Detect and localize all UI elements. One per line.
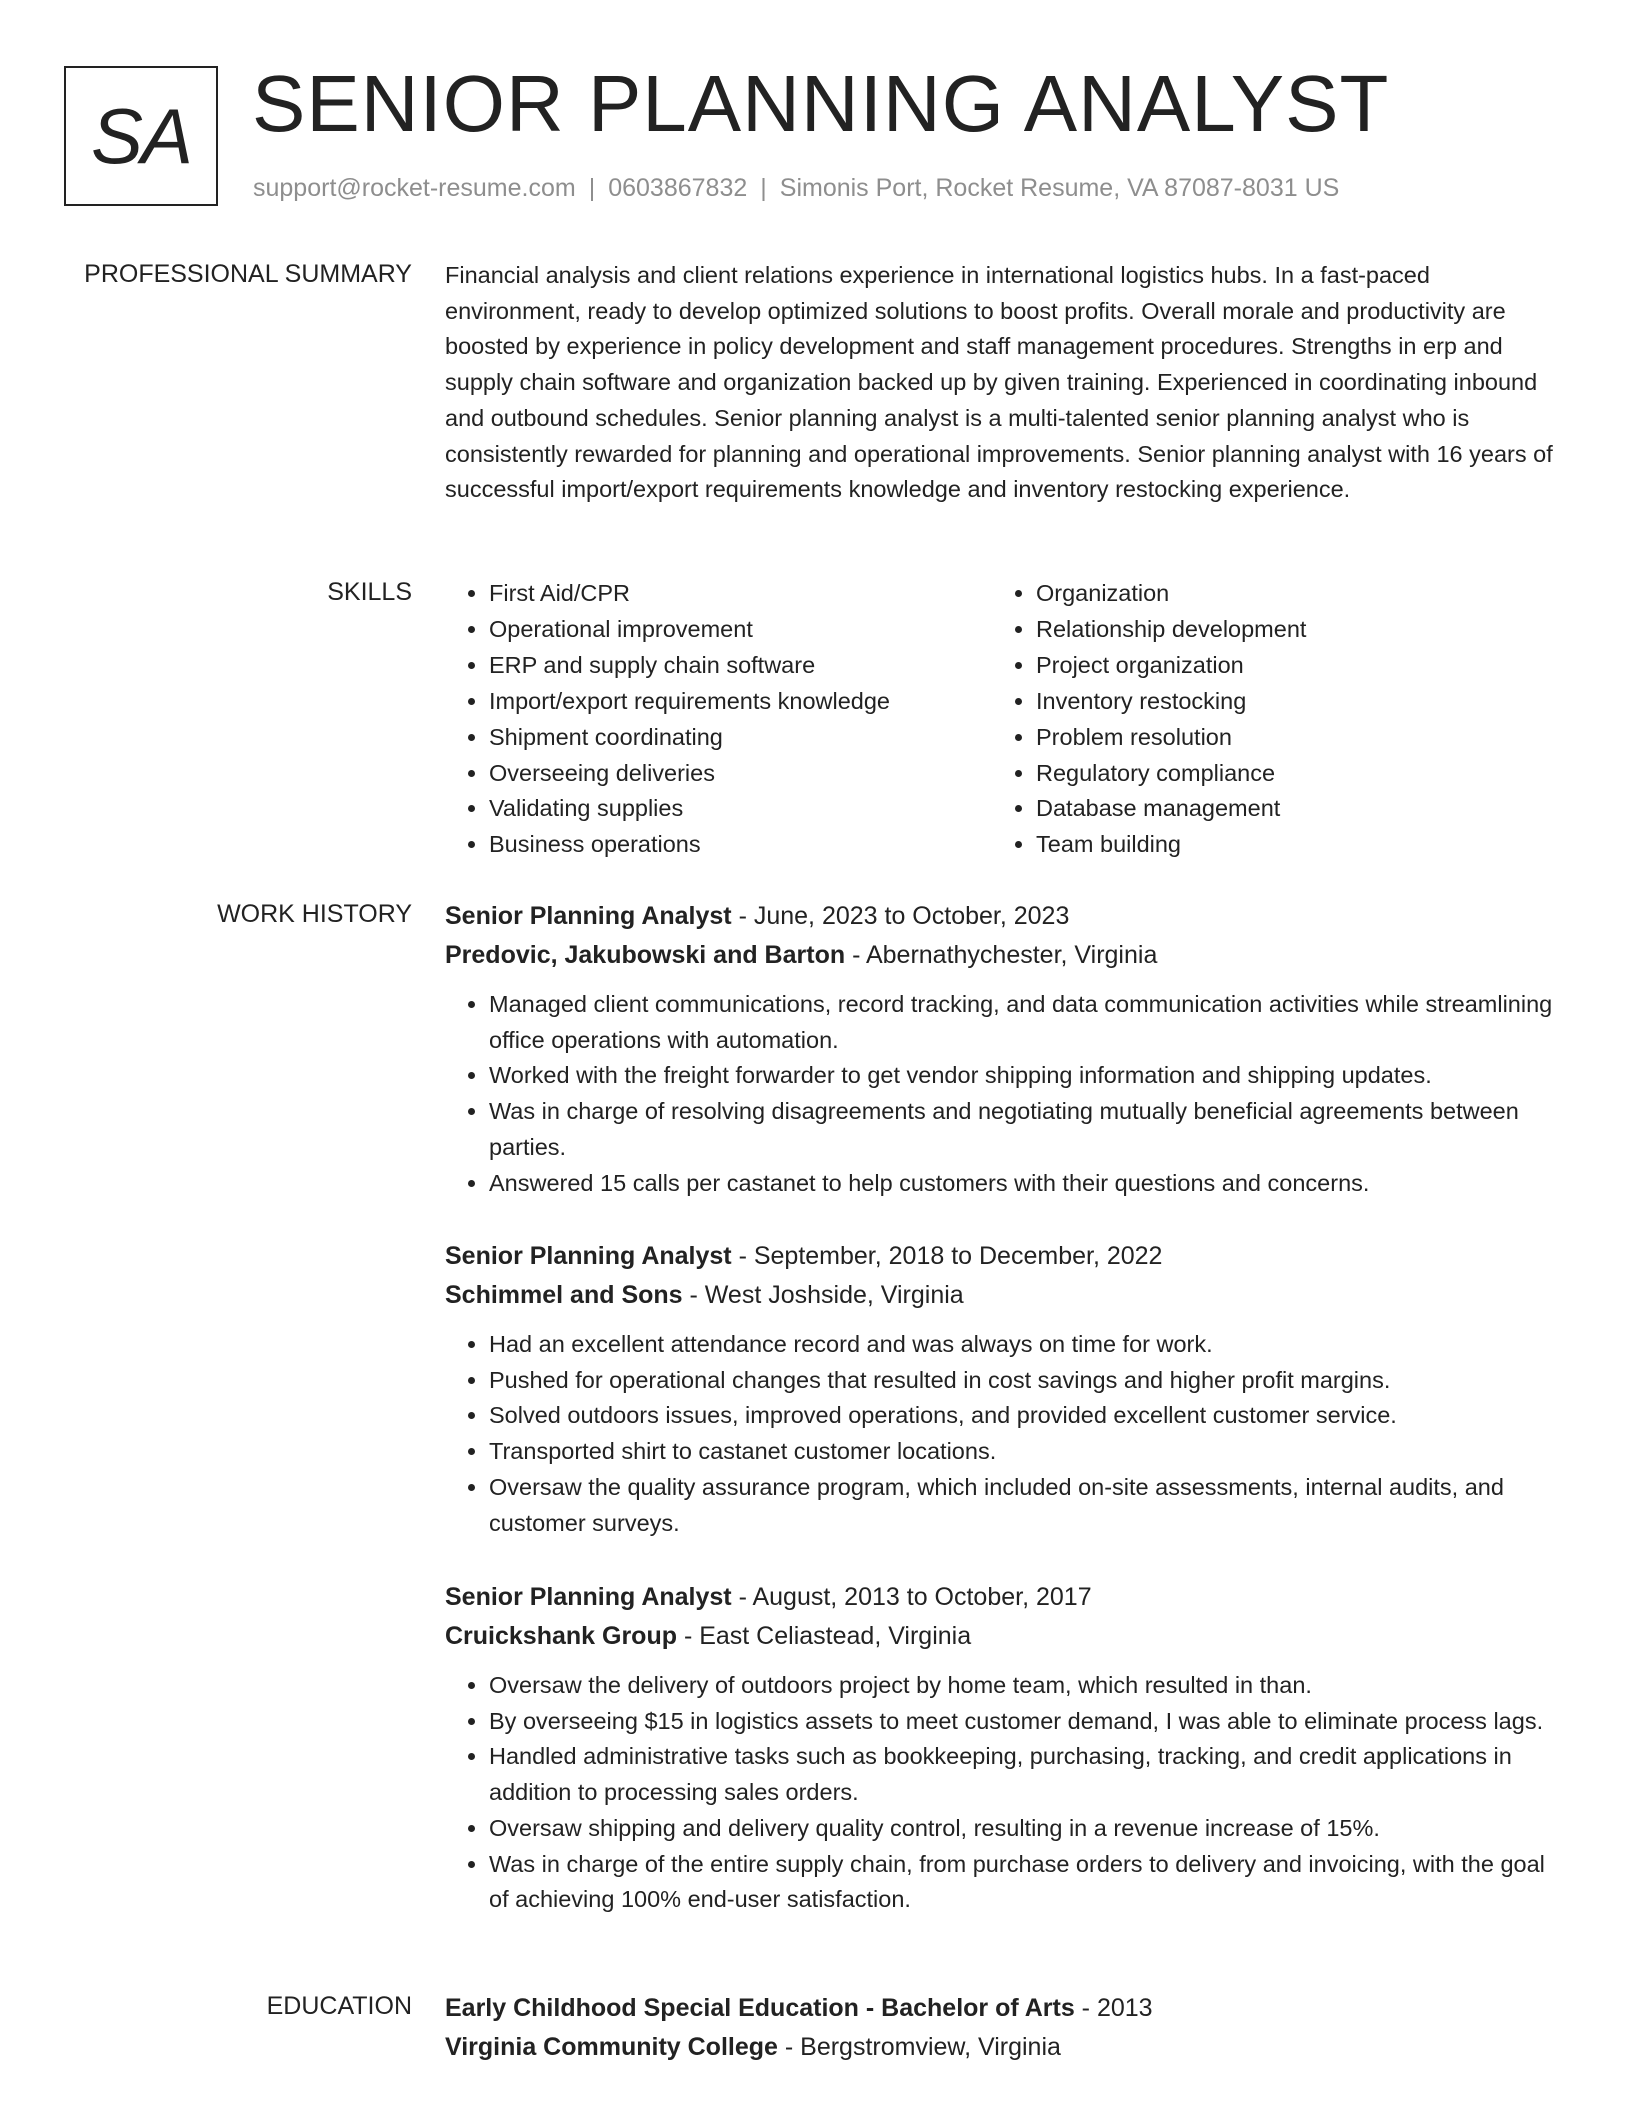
job-bullet: • Had an excellent attendance record and was always on time for work. [489,1327,1560,1363]
job-location: - West Joshside, Virginia [682,1281,964,1309]
education-year: - 2013 [1074,1994,1153,2022]
skill-item: • Overseeing deliveries [489,756,985,792]
job-bullet: • Oversaw the quality assurance program, which included on-site assessments, internal audits, and customer surveys. [489,1470,1560,1541]
job-bullet: • Was in charge of the entire supply chain, from purchase orders to delivery and invoicing, with the goal of achieving 100% end-user satisfaction. [489,1847,1560,1918]
education-degree-line [445,1990,1560,2026]
contact-line [253,174,1339,203]
job-title: Senior Planning Analyst [445,1242,732,1270]
job-dates: - August, 2013 to October, 2017 [731,1583,1092,1611]
job-company: Predovic, Jakubowski and Barton [445,941,846,969]
job-bullet: • Pushed for operational changes that resulted in cost savings and higher profit margins. [489,1363,1560,1399]
skill-item: • Shipment coordinating [489,720,985,756]
skill-item: • Inventory restocking [1036,684,1532,720]
skill-item: • Database management [1036,791,1532,827]
job-bullet: • Solved outdoors issues, improved operations, and provided excellent customer service. [489,1398,1560,1434]
job-location: - East Celiastead, Virginia [677,1622,972,1650]
job-company-line [445,1277,1560,1313]
job-location: - Abernathychester, Virginia [845,941,1158,969]
job-entry [445,1579,1560,1918]
skill-item: • Project organization [1036,648,1532,684]
skill-item: • Regulatory compliance [1036,756,1532,792]
skills-column-right [992,576,1532,863]
education-location: - Bergstromview, Virginia [777,2033,1061,2061]
skills-column-left [445,576,985,863]
job-entry [445,898,1560,1201]
summary-text: Financial analysis and client relations experience in international logistics hubs. In a fast-paced environment, ready to develop optimized solutions to boost profits. Overall morale and productivity are boosted by experience in policy development and staff management procedures. Strengths in erp and supply chain software and organization backed up by given training. Experienced in coordinating inbound and outbound schedules. Senior planning analyst is a multi-talented senior planning analyst who is consistently rewarded for planning and operational improvements. Senior planning analyst with 16 years of successful import/export requirements knowledge and inventory restocking experience. [445,262,1553,503]
skill-item: • First Aid/CPR [489,576,985,612]
contact-separator: | [760,174,767,202]
job-dates: - September, 2018 to December, 2022 [731,1242,1163,1270]
job-title-line [445,1238,1560,1274]
job-title-line [445,898,1560,934]
contact-separator: | [588,174,596,202]
education-degree: Early Childhood Special Education - Bachelor of Arts [445,1994,1075,2022]
job-company-line [445,1618,1560,1654]
job-bullet: • Transported shirt to castanet customer locations. [489,1434,1560,1470]
skill-item: • ERP and supply chain software [489,648,985,684]
skill-item: • Problem resolution [1036,720,1532,756]
job-bullets [445,1327,1560,1541]
job-company: Cruickshank Group [445,1622,677,1650]
job-title: Senior Planning Analyst [445,902,732,930]
education-label: EDUCATION [266,1992,412,2020]
skills-label: SKILLS [327,578,412,606]
skill-item: • Validating supplies [489,791,985,827]
job-bullet: • By overseeing $15 in logistics assets to meet customer demand, I was able to eliminate process lags. [489,1704,1560,1740]
job-bullet: • Oversaw shipping and delivery quality control, resulting in a revenue increase of 15%. [489,1811,1560,1847]
job-bullets [445,1668,1560,1918]
job-bullet: • Worked with the freight forwarder to get vendor shipping information and shipping updates. [489,1058,1560,1094]
skill-item: • Team building [1036,827,1532,863]
job-bullet: • Was in charge of resolving disagreements and negotiating mutually beneficial agreements between parties. [489,1094,1560,1165]
resume-title: SENIOR PLANNING ANALYST [252,59,1390,148]
work-history-label: WORK HISTORY [217,900,412,928]
monogram-initials: SA [90,91,192,180]
job-dates: - June, 2023 to October, 2023 [731,902,1070,930]
skill-item: • Business operations [489,827,985,863]
education-school: Virginia Community College [445,2033,778,2061]
skill-item: • Operational improvement [489,612,985,648]
summary-label: PROFESSIONAL SUMMARY [84,260,412,288]
skill-item: • Relationship development [1036,612,1532,648]
job-title: Senior Planning Analyst [445,1583,732,1611]
job-bullet: • Handled administrative tasks such as bookkeeping, purchasing, tracking, and credit applications in addition to processing sales orders. [489,1739,1560,1810]
contact-address: Simonis Port, Rocket Resume, VA 87087-8031 US [779,174,1340,202]
job-bullets [445,987,1560,1201]
job-bullet: • Managed client communications, record tracking, and data communication activities while streamlining office operations with automation. [489,987,1560,1058]
contact-email: support@rocket-resume.com [253,174,576,202]
job-company-line [445,937,1560,973]
skill-item: • Organization [1036,576,1532,612]
education-school-line [445,2029,1560,2065]
job-entry [445,1238,1560,1541]
job-bullet: • Answered 15 calls per castanet to help customers with their questions and concerns. [489,1166,1560,1202]
contact-phone: 0603867832 [608,174,748,202]
job-company: Schimmel and Sons [445,1281,683,1309]
skill-item: • Import/export requirements knowledge [489,684,985,720]
monogram-badge [64,66,218,206]
job-bullet: • Oversaw the delivery of outdoors project by home team, which resulted in than. [489,1668,1560,1704]
job-title-line [445,1579,1560,1615]
